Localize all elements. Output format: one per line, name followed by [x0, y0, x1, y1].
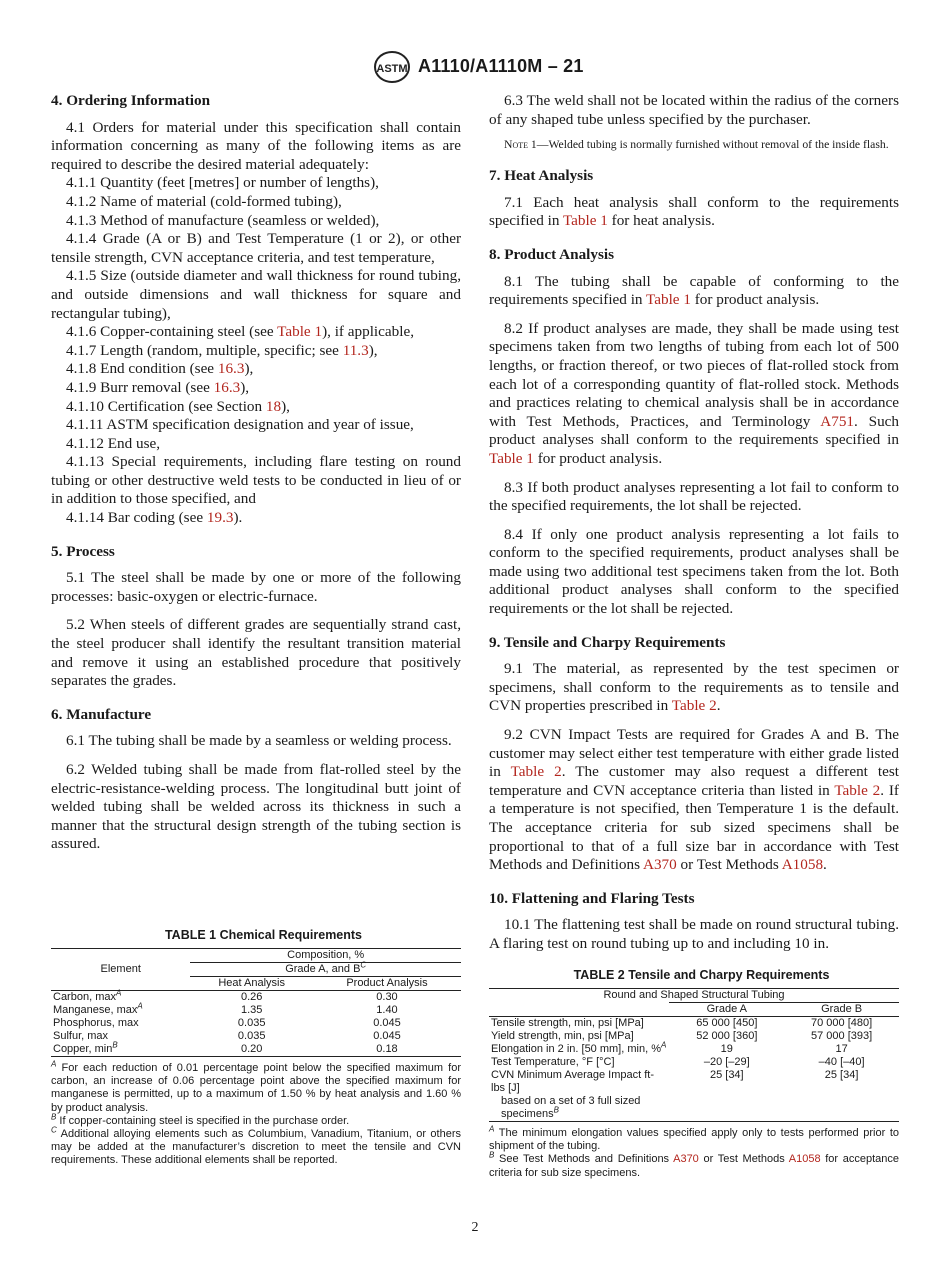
table-2	[489, 988, 899, 1122]
link-table-2[interactable]: Table 2	[834, 781, 881, 799]
table-2-footnote-b: $^B$ See Test Methods and Definitions A370 or Test Methods A1058 for acceptance criteria for sub size specimens.	[489, 1150, 899, 1179]
link-table-1[interactable]: Table 1	[489, 449, 534, 467]
left-column	[51, 92, 461, 854]
para-8-1: 8.1 The tubing shall be capable of conforming to the requirements specified in Table 1 for product analysis.	[489, 272, 899, 309]
table-row: Carbon, $\max^A$ 0.26 0.30	[53, 988, 398, 1003]
link-a370[interactable]: A370	[642, 856, 677, 874]
link-table-2[interactable]: Table 2	[671, 697, 717, 715]
para-9-1: 9.1 The material, as represented by the test specimen or specimens, shall conform to the requirements as to tensile and CVN properties prescribed in Table 2.	[489, 660, 899, 715]
table-row: Copper, $\min^B$ 0.20 0.18	[51, 1043, 461, 1057]
para-10-1: 10.1 The flattening test shall be made on round structural tubing. A flaring test on round tubing up to and including 10 in.	[489, 916, 899, 952]
link-table-1[interactable]: Table 1	[562, 212, 608, 230]
para-9-2: 9.2 CVN Impact Tests are required for Grades A and B. The customer may select either test temperature with either grade listed in Table 2. The customer may also request a different test temperature and CVN acceptance criteria than listed in Table 2. If a temperature is not specified, then Temperature 1 is the default. The acceptance criteria for sub sized specimens shall be proportional to that of a full size bar in accordance with Test Methods and Definitions A370 or Test Methods A1058.	[489, 726, 899, 874]
item-4-1-14: 4.1.14 Bar coding (see 19.3).	[66, 509, 243, 527]
col-header-heat: Heat Analysis	[190, 977, 313, 991]
section-8-heading: 8. Product Analysis	[489, 245, 615, 263]
table-row: Tensile strength, min, psi [MPa] 65 000 [450] 70 000 [480]	[491, 1017, 873, 1029]
document-id: A1110/A1110M – 21	[418, 56, 584, 76]
para-6-3: 6.3 The weld shall not be located within the radius of the corners of any shaped tube unless specified by the purchaser.	[489, 92, 899, 128]
link-16-3[interactable]: 16.3	[213, 378, 241, 396]
table-1-footnote-c: $^C$ Additional alloying elements such as Columbium, Vanadium, Titanium, or others may be added at the manufacturer’s discretion to meet the tensile and CVN requirements. These additional elements shall be reported.	[51, 1125, 462, 1167]
col-header-composition: Composition, %	[190, 949, 461, 963]
col-header-grade: Grade A, and $B^C$	[190, 963, 461, 977]
item-4-1-6: 4.1.6 Copper-containing steel (see Table 1), if applicable,	[66, 323, 414, 341]
item-4-1-12: 4.1.12 End use,	[66, 434, 161, 452]
para-5-1: 5.1 The steel shall be made by one or more of the following processes: basic-oxygen or electric-furnace.	[51, 569, 461, 605]
link-a370[interactable]: A370	[673, 1153, 699, 1166]
para-8-4: 8.4 If only one product analysis representing a lot fails to conform to the specified requirements, product analyses shall be made using two additional test specimens taken from the lot. Both additional product analyses shall conform to the specified requirements or the lot shall be rejected.	[489, 525, 899, 618]
section-9-heading: 9. Tensile and Charpy Requirements	[489, 633, 726, 651]
col-header-grade-a: Grade A	[669, 1003, 784, 1017]
right-column	[489, 92, 899, 954]
col-header-group: Round and Shaped Structural Tubing	[489, 989, 899, 1003]
note-1: Note 1—Welded tubing is normally furnished without removal of the inside flash.	[504, 138, 889, 152]
item-4-1-3: 4.1.3 Method of manufacture (seamless or welded),	[66, 211, 380, 229]
para-8-3: 8.3 If both product analyses representing a lot fail to conform to the specified requirements, the lot shall be rejected.	[489, 478, 899, 515]
item-4-1-10: 4.1.10 Certification (see Section 18),	[66, 397, 290, 415]
table-row: Yield strength, min, psi [MPa] 52 000 [360] 57 000 [393]	[491, 1030, 873, 1042]
link-table-1[interactable]: Table 1	[646, 291, 691, 309]
table-row: Elongation in 2 in. [50 mm], min, %$^A$ 19 17	[491, 1040, 848, 1055]
para-7-1: 7.1 Each heat analysis shall conform to the requirements specified in Table 1 for heat analysis.	[489, 193, 899, 230]
table-row: CVN Minimum Average Impact ft-lbs [J] based on a set of 3 full sized specimens$^B$ 25 [34] 25 [34]	[489, 1069, 899, 1122]
section-6-heading: 6. Manufacture	[51, 705, 152, 723]
astm-logo-icon	[373, 50, 411, 84]
section-10-heading: 10. Flattening and Flaring Tests	[489, 889, 695, 907]
para-6-2: 6.2 Welded tubing shall be made from flat-rolled steel by the electric-resistance-welding process. The longitudinal butt joint of welded tubing shall be welded across its thickness in such a manner that the structural design strength of the tubing section is assured.	[51, 761, 461, 853]
table-row: Phosphorus, max 0.035 0.045	[53, 1017, 401, 1029]
link-a1058[interactable]: A1058	[781, 856, 824, 874]
section-5-heading: 5. Process	[51, 542, 115, 560]
item-4-1-8: 4.1.8 End condition (see 16.3),	[66, 360, 254, 378]
para-4-1: 4.1 Orders for material under this specification shall contain information concerning as many of the following items as are required to describe the desired material adequately:	[51, 118, 461, 173]
link-table-2[interactable]: Table 2	[510, 763, 562, 781]
para-5-2: 5.2 When steels of different grades are sequentially strand cast, the steel producer shall identify the resultant transition material and remove it using an established procedure that positively separates the grades.	[51, 616, 461, 690]
table-row: Test Temperature, °F [°C] –20 [–29] –40 [–40]	[491, 1056, 865, 1068]
item-4-1-2: 4.1.2 Name of material (cold-formed tubing),	[66, 192, 342, 210]
item-4-1-4: 4.1.4 Grade (A or B) and Test Temperature (1 or 2), or other tensile strength, CVN acceptance criteria, and test temperature,	[51, 230, 461, 266]
link-a751[interactable]: A751	[820, 412, 855, 430]
item-4-1-9: 4.1.9 Burr removal (see 16.3),	[66, 378, 250, 396]
page-header	[0, 48, 950, 88]
table-1-footnote-a: $^A$ For each reduction of 0.01 percentage point below the specified maximum for carbon, an increase of 0.06 percentage point above the specified maximum for manganese is permitted, up to a maximum of 1.50 % by heat analysis and 1.60 % by product analysis.	[51, 1059, 461, 1114]
link-19-3[interactable]: 19.3	[206, 509, 234, 527]
table-1-title: TABLE 1 Chemical Requirements	[164, 928, 363, 942]
item-4-1-11: 4.1.11 ASTM specification designation and year of issue,	[66, 416, 414, 434]
col-header-grade-b: Grade B	[784, 1003, 899, 1017]
table-row: Sulfur, max 0.035 0.045	[53, 1030, 401, 1042]
link-section-18[interactable]: 18	[265, 397, 282, 415]
table-2-block	[489, 968, 899, 1180]
link-16-3[interactable]: 16.3	[217, 360, 245, 378]
table-2-footnote-a: $^A$ The minimum elongation values specified apply only to tests performed prior to shipment of the tubing.	[489, 1124, 900, 1153]
col-header-product: Product Analysis	[313, 977, 461, 991]
item-4-1-5: 4.1.5 Size (outside diameter and wall thickness for round tubing, and outside dimensions and wall thickness for square and rectangular tubing),	[51, 267, 461, 322]
table-row: Manganese, $\max^A$ 1.35 1.40	[53, 1001, 398, 1016]
table-2-title: TABLE 2 Tensile and Charpy Requirements	[573, 968, 830, 982]
item-4-1-7: 4.1.7 Length (random, multiple, specific; see 11.3),	[66, 341, 378, 359]
table-1-block	[51, 928, 461, 1168]
table-1	[51, 948, 461, 1057]
para-6-1: 6.1 The tubing shall be made by a seamless or welding process.	[66, 732, 452, 750]
page-number: 2	[471, 1220, 479, 1235]
item-4-1-13: 4.1.13 Special requirements, including flare testing on round tubing or other destructive weld tests to be conducted in lieu of or in addition to those specified, and	[51, 453, 461, 508]
para-8-2: 8.2 If product analyses are made, they shall be made using test specimens taken from two lengths of tubing from each lot of 500 lengths, or fraction thereof, or two pieces of flat-rolled stock from each lot of a corresponding quantity of flat-rolled stock. Methods and practices relating to chemical analysis shall be in accordance with Test Methods, Practices, and Terminology A751. Such product analyses shall conform to the requirements specified in Table 1 for product analysis.	[489, 319, 900, 467]
section-4-heading: 4. Ordering Information	[51, 92, 211, 109]
link-table-1[interactable]: Table 1	[277, 323, 323, 341]
link-11-3[interactable]: 11.3	[342, 341, 369, 359]
link-a1058[interactable]: A1058	[788, 1153, 821, 1166]
col-header-element: Element	[51, 949, 190, 991]
svg-text:ASTM: ASTM	[376, 63, 408, 75]
section-7-heading: 7. Heat Analysis	[489, 167, 594, 185]
table-1-footnote-b: $^B$ If copper-containing steel is specified in the purchase order.	[51, 1112, 350, 1127]
item-4-1-1: 4.1.1 Quantity (feet [metres] or number of lengths),	[66, 174, 379, 192]
